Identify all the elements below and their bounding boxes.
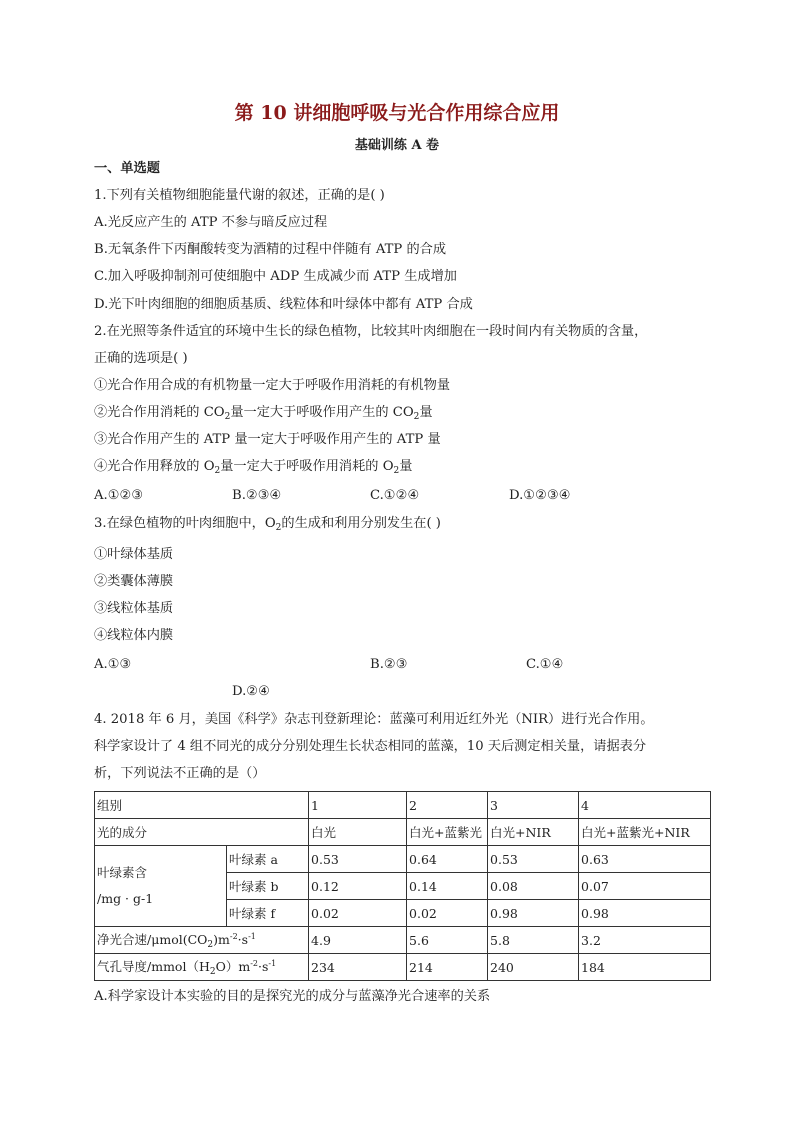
table-cell: 0.63 <box>579 846 711 873</box>
q3-item-3: ③线粒体基质 <box>94 601 174 616</box>
q3-option-b: B.②③ <box>370 657 408 672</box>
table-cell: 0.07 <box>579 873 711 900</box>
q3-item-4: ④线粒体内膜 <box>94 628 174 643</box>
table-cell: 184 <box>579 954 711 981</box>
table-cell: 0.98 <box>579 900 711 927</box>
q2-option-a: A.①②③ <box>94 488 144 503</box>
q3-item-2: ②类囊体薄膜 <box>94 574 174 589</box>
q3-stem: 3.在绿色植物的叶肉细胞中，$O_2$的生成和利用分别发生在( ) <box>94 516 441 533</box>
table-row <box>95 819 711 846</box>
table-cell: 白光 <box>309 819 407 846</box>
table-cell: 5.8 <box>488 927 579 954</box>
section-heading: 一、单选题 <box>94 161 160 176</box>
table-cell: 叶绿素 f <box>227 900 309 927</box>
q1-stem: 1.下列有关植物细胞能量代谢的叙述，正确的是( ) <box>94 188 385 203</box>
q3-option-c: C.①④ <box>526 657 564 672</box>
page-subtitle: 基础训练 A 卷 <box>354 138 440 153</box>
table-cell: 气孔导度$/mmol(H_2O)m^{-2}\cdot s^{-1}$ <box>95 954 309 981</box>
table-cell: 214 <box>407 954 488 981</box>
q3-option-a: A.①③ <box>94 657 132 672</box>
table-cell: 叶绿素 b <box>227 873 309 900</box>
table-cell: 0.98 <box>488 900 579 927</box>
q1-option-d: D.光下叶肉细胞的细胞质基质、线粒体和叶绿体中都有 ATP 合成 <box>94 297 473 312</box>
table-cell: 1 <box>309 792 407 819</box>
q2-statement-4: ④光合作用释放的 $O_2$量一定大于呼吸作用消耗的 $O_2$量 <box>94 459 413 476</box>
q2-option-b: B.②③④ <box>232 488 282 503</box>
q2-stem-line1: 2.在光照等条件适宜的环境中生长的绿色植物，比较其叶肉细胞在一段时间内有关物质的含量， <box>94 324 648 339</box>
q2-option-d: D.①②③④ <box>509 488 571 503</box>
table-cell: 5.6 <box>407 927 488 954</box>
table-row <box>95 954 711 981</box>
table-cell: 0.08 <box>488 873 579 900</box>
table-cell: 0.53 <box>488 846 579 873</box>
q1-option-c: C.加入呼吸抑制剂可使细胞中 ADP 生成减少而 ATP 生成增加 <box>94 269 457 284</box>
table-cell: 0.12 <box>309 873 407 900</box>
table-cell: 2 <box>407 792 488 819</box>
table-row <box>95 846 711 873</box>
page-title: 第 10 讲细胞呼吸与光合作用综合应用 <box>234 102 560 124</box>
table-cell: 4 <box>579 792 711 819</box>
q4-stem-line2: 科学家设计了 4 组不同光的成分分别处理生长状态相同的蓝藻，10 天后测定相关量，请据表分 <box>94 739 647 754</box>
table-cell: 3 <box>488 792 579 819</box>
table-cell: 净光合速$/\mu mol(CO_2)m^{-2}\cdot s^{-1}$ <box>95 927 309 954</box>
q3-option-d: D.②④ <box>232 684 270 699</box>
q1-option-a: A.光反应产生的 ATP 不参与暗反应过程 <box>94 215 328 230</box>
table-cell: 234 <box>309 954 407 981</box>
table-cell: 组别 <box>95 792 309 819</box>
table-cell: 4.9 <box>309 927 407 954</box>
table-cell: 0.64 <box>407 846 488 873</box>
data-table <box>94 791 711 981</box>
q1-option-b: B.无氧条件下丙酮酸转变为酒精的过程中伴随有 ATP 的合成 <box>94 242 447 257</box>
table-row <box>95 927 711 954</box>
q2-stem-line2: 正确的选项是( ) <box>94 351 188 366</box>
table-cell: 叶绿素 a <box>227 846 309 873</box>
table-cell: 0.53 <box>309 846 407 873</box>
table-cell: 0.14 <box>407 873 488 900</box>
table-cell: 白光+蓝紫光+NIR <box>579 819 711 846</box>
table-row <box>95 792 711 819</box>
table-cell: 0.02 <box>407 900 488 927</box>
q4-stem-line1: 4. 2018 年 6 月，美国《科学》杂志刊登新理论：蓝藻可利用近红外光（NIR）进行光合作用。 <box>94 712 654 727</box>
q4-option-a: A.科学家设计本实验的目的是探究光的成分与蓝藻净光合速率的关系 <box>94 989 491 1004</box>
table-cell: 叶绿素含 /mg · g-1 <box>95 846 227 927</box>
q2-statement-1: ①光合作用合成的有机物量一定大于呼吸作用消耗的有机物量 <box>94 378 451 393</box>
q2-statement-3: ③光合作用产生的 ATP 量一定大于呼吸作用产生的 ATP 量 <box>94 432 441 447</box>
q4-stem-line3: 析，下列说法不正确的是（） <box>94 766 266 781</box>
table-cell: 白光+NIR <box>488 819 579 846</box>
table-cell: 0.02 <box>309 900 407 927</box>
table-cell: 光的成分 <box>95 819 309 846</box>
q2-statement-2: ②光合作用消耗的 $CO_2$量一定大于呼吸作用产生的 $CO_2$量 <box>94 405 433 422</box>
table-cell: 白光+蓝紫光 <box>407 819 488 846</box>
table-cell: 3.2 <box>579 927 711 954</box>
table-cell: 240 <box>488 954 579 981</box>
q2-option-c: C.①②④ <box>370 488 420 503</box>
q3-item-1: ①叶绿体基质 <box>94 547 174 562</box>
